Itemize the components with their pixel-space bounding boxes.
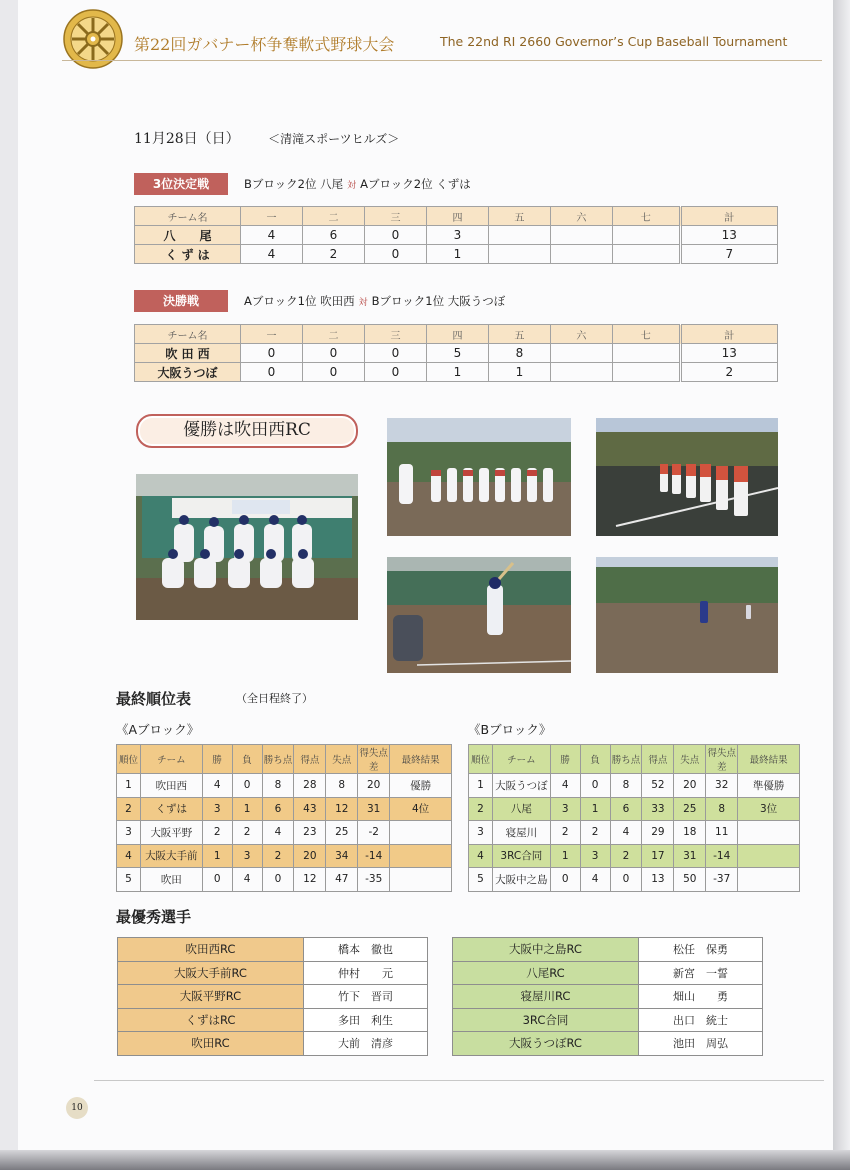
col-header: 得点 xyxy=(642,745,674,774)
cell: 2 xyxy=(232,821,262,845)
player-name: 出口 統士 xyxy=(639,1008,763,1032)
inning-score: 2 xyxy=(302,245,364,264)
table-row xyxy=(117,821,452,845)
table-row xyxy=(469,797,800,821)
cell: 4 xyxy=(469,844,493,868)
inning-score: 5 xyxy=(426,344,488,363)
club-name: 吹田RC xyxy=(118,1032,304,1056)
inning-header: 五 xyxy=(488,325,550,344)
cell: 3 xyxy=(202,797,232,821)
inning-score xyxy=(550,344,612,363)
cell: 3位 xyxy=(738,797,800,821)
game1-away: Aブロック2位 くずは xyxy=(360,177,471,191)
cell: 寝屋川 xyxy=(492,821,550,845)
scoreboard-row xyxy=(135,226,778,245)
team-name: 吹 田 西 xyxy=(135,344,241,363)
cell: 3 xyxy=(580,844,610,868)
col-header: 得点 xyxy=(294,745,326,774)
cell: 0 xyxy=(262,868,294,892)
cell xyxy=(390,868,452,892)
inning-header: 三 xyxy=(364,207,426,226)
lineup-photo xyxy=(387,418,571,536)
game2-label: 決勝戦 xyxy=(134,290,228,312)
inning-score xyxy=(488,245,550,264)
header-title-en: The 22nd RI 2660 Governor’s Cup Baseball Tournament xyxy=(440,34,788,49)
cell: 47 xyxy=(326,868,358,892)
inning-header: 六 xyxy=(550,325,612,344)
club-name: 八尾RC xyxy=(453,961,639,985)
cell: 3 xyxy=(232,844,262,868)
cell: 8 xyxy=(326,774,358,798)
total-score: 7 xyxy=(680,245,777,264)
cell: 5 xyxy=(117,868,141,892)
cell: 20 xyxy=(358,774,390,798)
inning-score xyxy=(612,226,680,245)
cell: 1 xyxy=(580,797,610,821)
cell: 0 xyxy=(580,774,610,798)
standings-table-b xyxy=(468,744,800,892)
inning-header: 七 xyxy=(612,207,680,226)
club-name: 大阪中之島RC xyxy=(453,938,639,962)
player-name: 仲村 元 xyxy=(304,961,428,985)
venue-text: ＜清滝スポーツヒルズ＞ xyxy=(268,132,400,146)
standings-table-a xyxy=(116,744,452,892)
col-header: 最終結果 xyxy=(738,745,800,774)
col-header: チーム xyxy=(140,745,202,774)
cell: 6 xyxy=(610,797,642,821)
inning-header: 五 xyxy=(488,207,550,226)
cell xyxy=(738,821,800,845)
cell: 大阪うつぼ xyxy=(492,774,550,798)
table-row xyxy=(117,844,452,868)
player-name: 池田 周弘 xyxy=(639,1032,763,1056)
team-name: 八 尾 xyxy=(135,226,241,245)
club-name: 3RC合同 xyxy=(453,1008,639,1032)
inning-score: 0 xyxy=(241,363,303,382)
cell: 32 xyxy=(706,774,738,798)
table-row xyxy=(117,774,452,798)
inning-header: 七 xyxy=(612,325,680,344)
inning-header: 四 xyxy=(426,325,488,344)
inning-score xyxy=(550,226,612,245)
table-row xyxy=(469,844,800,868)
inning-score: 0 xyxy=(241,344,303,363)
inning-header: 二 xyxy=(302,325,364,344)
cell: 1 xyxy=(550,844,580,868)
total-score: 13 xyxy=(680,344,777,363)
col-header: 勝 xyxy=(550,745,580,774)
total-score: 13 xyxy=(680,226,777,245)
page-edge-shadow xyxy=(833,0,850,1170)
cell: 優勝 xyxy=(390,774,452,798)
cell: 2 xyxy=(202,821,232,845)
inning-score xyxy=(612,245,680,264)
vs-mark: 対 xyxy=(358,298,368,308)
table-row xyxy=(453,1008,763,1032)
cell: 吹田 xyxy=(140,868,202,892)
cell: くずは xyxy=(140,797,202,821)
inning-score: 8 xyxy=(488,344,550,363)
inning-header: 二 xyxy=(302,207,364,226)
table-row xyxy=(118,985,428,1009)
inning-header: 六 xyxy=(550,207,612,226)
inning-score xyxy=(550,245,612,264)
cell: 2 xyxy=(262,844,294,868)
standings-title: 最終順位表 xyxy=(116,690,192,708)
col-header: 順位 xyxy=(469,745,493,774)
block-a-title: 《Aブロック》 xyxy=(116,722,200,737)
cell: 準優勝 xyxy=(738,774,800,798)
field-photo xyxy=(596,557,778,673)
inning-score: 3 xyxy=(426,226,488,245)
cell: 3 xyxy=(117,821,141,845)
col-header: 得失点差 xyxy=(706,745,738,774)
cell: 17 xyxy=(642,844,674,868)
cell: 2 xyxy=(117,797,141,821)
inning-score: 1 xyxy=(426,245,488,264)
inning-score xyxy=(612,363,680,382)
table-row xyxy=(118,961,428,985)
standings-header-row xyxy=(469,745,800,774)
club-name: 大阪大手前RC xyxy=(118,961,304,985)
inning-header: 三 xyxy=(364,325,426,344)
match-date xyxy=(134,128,399,148)
scoreboard-header-row xyxy=(135,325,778,344)
cell: 28 xyxy=(294,774,326,798)
team-header: チーム名 xyxy=(135,207,241,226)
player-name: 松任 保勇 xyxy=(639,938,763,962)
player-name: 竹下 晋司 xyxy=(304,985,428,1009)
cell: -2 xyxy=(358,821,390,845)
table-row xyxy=(469,821,800,845)
cell: 2 xyxy=(550,821,580,845)
inning-score: 0 xyxy=(364,226,426,245)
inning-score: 0 xyxy=(364,363,426,382)
table-row xyxy=(117,868,452,892)
cell: 1 xyxy=(469,774,493,798)
cell: 4 xyxy=(550,774,580,798)
scoreboard-header-row xyxy=(135,207,778,226)
cell: 0 xyxy=(610,868,642,892)
cell: 43 xyxy=(294,797,326,821)
cell: 1 xyxy=(202,844,232,868)
standings-note: （全日程終了） xyxy=(236,692,313,705)
club-name: 大阪うつぼRC xyxy=(453,1032,639,1056)
inning-score xyxy=(612,344,680,363)
col-header: 失点 xyxy=(674,745,706,774)
cell: 八尾 xyxy=(492,797,550,821)
club-name: 吹田西RC xyxy=(118,938,304,962)
cell: 0 xyxy=(232,774,262,798)
cell: 4 xyxy=(202,774,232,798)
table-row xyxy=(118,938,428,962)
col-header: 負 xyxy=(580,745,610,774)
inning-score xyxy=(550,363,612,382)
cell: 4 xyxy=(117,844,141,868)
inning-score: 1 xyxy=(426,363,488,382)
cell: 23 xyxy=(294,821,326,845)
cell xyxy=(738,868,800,892)
cell: 25 xyxy=(674,797,706,821)
inning-score: 0 xyxy=(302,363,364,382)
total-header: 計 xyxy=(680,325,777,344)
game2-scoreboard xyxy=(134,324,778,382)
game1-matchup xyxy=(244,176,471,192)
table-row xyxy=(117,797,452,821)
col-header: 得失点差 xyxy=(358,745,390,774)
date-text: 11月28日（日） xyxy=(134,131,240,147)
mvp-table-b xyxy=(452,937,763,1056)
cell: 4位 xyxy=(390,797,452,821)
cell: 2 xyxy=(469,797,493,821)
block-b-title: 《Bブロック》 xyxy=(468,722,552,737)
team-name: 大阪うつぼ xyxy=(135,363,241,382)
team-photo xyxy=(136,474,358,620)
cell: 8 xyxy=(706,797,738,821)
col-header: 勝ち点 xyxy=(610,745,642,774)
cell: 4 xyxy=(610,821,642,845)
vs-mark: 対 xyxy=(347,181,357,191)
inning-score xyxy=(488,226,550,245)
page-bottom-shadow xyxy=(0,1150,850,1170)
club-name: 大阪平野RC xyxy=(118,985,304,1009)
inning-score: 1 xyxy=(488,363,550,382)
col-header: 勝ち点 xyxy=(262,745,294,774)
cell: 52 xyxy=(642,774,674,798)
inning-header: 一 xyxy=(241,325,303,344)
cell: 2 xyxy=(610,844,642,868)
club-name: くずはRC xyxy=(118,1008,304,1032)
standings-header-row xyxy=(117,745,452,774)
table-row xyxy=(118,1008,428,1032)
cell: 31 xyxy=(358,797,390,821)
cell: 11 xyxy=(706,821,738,845)
cell xyxy=(390,821,452,845)
player-name: 畑山 勇 xyxy=(639,985,763,1009)
col-header: 勝 xyxy=(202,745,232,774)
total-header: 計 xyxy=(680,207,777,226)
scoreboard-row xyxy=(135,344,778,363)
cell: 20 xyxy=(294,844,326,868)
game1-scoreboard xyxy=(134,206,778,264)
game2-home: Aブロック1位 吹田西 xyxy=(244,294,355,308)
cell: 大阪大手前 xyxy=(140,844,202,868)
cell: 5 xyxy=(469,868,493,892)
cell: 8 xyxy=(262,774,294,798)
col-header: 負 xyxy=(232,745,262,774)
batter-photo xyxy=(387,557,571,673)
inning-header: 四 xyxy=(426,207,488,226)
inning-score: 0 xyxy=(364,245,426,264)
col-header: 最終結果 xyxy=(390,745,452,774)
cell: 3RC合同 xyxy=(492,844,550,868)
mvp-table-a xyxy=(117,937,428,1056)
footer-divider xyxy=(94,1080,824,1081)
game1-label: 3位決定戦 xyxy=(134,173,228,195)
cell: 33 xyxy=(642,797,674,821)
player-name: 新宮 一誓 xyxy=(639,961,763,985)
table-row xyxy=(118,1032,428,1056)
cell xyxy=(390,844,452,868)
cell: 25 xyxy=(326,821,358,845)
opposing-lineup-photo xyxy=(596,418,778,536)
cell: 12 xyxy=(326,797,358,821)
cell: -14 xyxy=(358,844,390,868)
table-row xyxy=(453,938,763,962)
cell: 4 xyxy=(580,868,610,892)
cell: 6 xyxy=(262,797,294,821)
cell: 2 xyxy=(580,821,610,845)
inning-score: 0 xyxy=(364,344,426,363)
table-row xyxy=(469,774,800,798)
cell: 1 xyxy=(117,774,141,798)
cell: 吹田西 xyxy=(140,774,202,798)
club-name: 寝屋川RC xyxy=(453,985,639,1009)
cell: 大阪中之島 xyxy=(492,868,550,892)
cell: 13 xyxy=(642,868,674,892)
table-row xyxy=(469,868,800,892)
table-row xyxy=(453,1032,763,1056)
cell: 3 xyxy=(550,797,580,821)
cell: 4 xyxy=(232,868,262,892)
cell: 大阪平野 xyxy=(140,821,202,845)
cell: 8 xyxy=(610,774,642,798)
cell: 0 xyxy=(550,868,580,892)
inning-score: 0 xyxy=(302,344,364,363)
inning-score: 4 xyxy=(241,245,303,264)
cell: -14 xyxy=(706,844,738,868)
cell: 50 xyxy=(674,868,706,892)
mvp-title: 最優秀選手 xyxy=(116,908,192,926)
scoreboard-row xyxy=(135,363,778,382)
player-name: 橋本 徹也 xyxy=(304,938,428,962)
header-divider xyxy=(62,60,822,61)
champion-banner: 優勝は吹田西RC xyxy=(136,414,358,448)
cell: 12 xyxy=(294,868,326,892)
page-number: 10 xyxy=(66,1097,88,1119)
cell: 4 xyxy=(262,821,294,845)
cell: 1 xyxy=(232,797,262,821)
cell: 31 xyxy=(674,844,706,868)
player-name: 多田 利生 xyxy=(304,1008,428,1032)
inning-score: 4 xyxy=(241,226,303,245)
inning-header: 一 xyxy=(241,207,303,226)
game2-away: Bブロック1位 大阪うつぼ xyxy=(371,294,506,308)
game1-home: Bブロック2位 八尾 xyxy=(244,177,344,191)
cell: 29 xyxy=(642,821,674,845)
game2-matchup xyxy=(244,293,505,309)
col-header: 失点 xyxy=(326,745,358,774)
cell: -37 xyxy=(706,868,738,892)
total-score: 2 xyxy=(680,363,777,382)
player-name: 大前 清彦 xyxy=(304,1032,428,1056)
cell: 34 xyxy=(326,844,358,868)
cell: -35 xyxy=(358,868,390,892)
inning-score: 6 xyxy=(302,226,364,245)
col-header: 順位 xyxy=(117,745,141,774)
cell: 3 xyxy=(469,821,493,845)
scoreboard-row xyxy=(135,245,778,264)
cell xyxy=(738,844,800,868)
cell: 20 xyxy=(674,774,706,798)
cell: 18 xyxy=(674,821,706,845)
table-row xyxy=(453,985,763,1009)
header-title-jp: 第22回ガバナー杯争奪軟式野球大会 xyxy=(134,35,395,54)
col-header: チーム xyxy=(492,745,550,774)
team-name: く ず は xyxy=(135,245,241,264)
table-row xyxy=(453,961,763,985)
team-header: チーム名 xyxy=(135,325,241,344)
cell: 0 xyxy=(202,868,232,892)
